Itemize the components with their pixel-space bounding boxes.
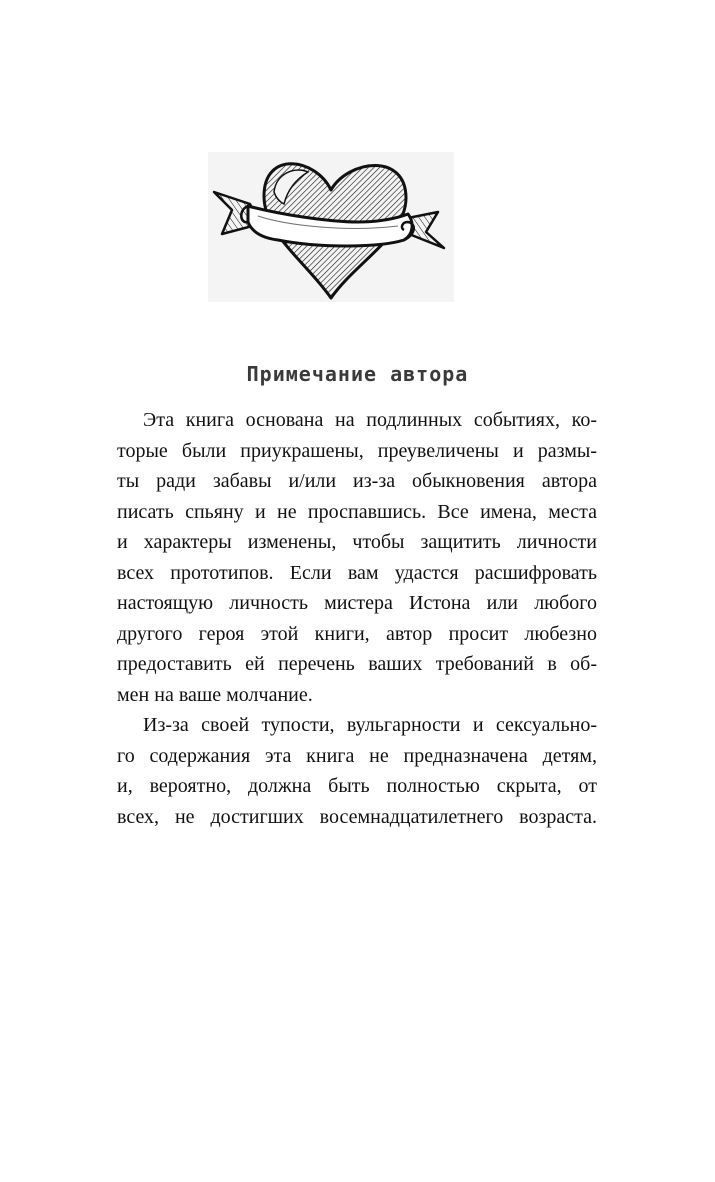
text-line: всех прототипов. Если вам удастся расшифровать: [117, 561, 597, 584]
text-line: писать спьяну и не проспавшись. Все имена, места: [117, 500, 597, 523]
text-line: настоящую личность мистера Истона или любого: [117, 592, 597, 614]
heart-ribbon-illustration: [208, 152, 454, 302]
text-line: другого героя этой книги, автор просит любезно: [117, 622, 597, 645]
text-line: Из-за своей тупости, вульгарности и сексуально-: [143, 714, 597, 736]
text-line: торые были приукрашены, преувеличены и размы-: [117, 439, 597, 462]
text-line: предоставить ей перечень ваших требований в об-: [117, 653, 597, 675]
paragraph-1: [117, 405, 597, 710]
text-line: Эта книга основана на подлинных событиях, ко-: [143, 409, 597, 431]
body-text: [117, 405, 597, 832]
heart-with-ribbon-icon: [208, 152, 454, 302]
text-line: и, вероятно, должна быть полностью скрыта, от: [117, 775, 597, 797]
text-line: ты ради забавы и/или из-за обыкновения автора: [117, 470, 597, 492]
text-line: мен на ваше молчание.: [117, 683, 313, 706]
text-line: го содержания эта книга не предназначена детям,: [117, 744, 597, 767]
paragraph-2: [117, 710, 597, 832]
text-line: и характеры изменены, чтобы защитить личности: [117, 531, 597, 553]
page-title: Примечание автора: [246, 362, 469, 386]
text-line: всех, не достигших восемнадцатилетнего возраста.: [117, 805, 597, 828]
